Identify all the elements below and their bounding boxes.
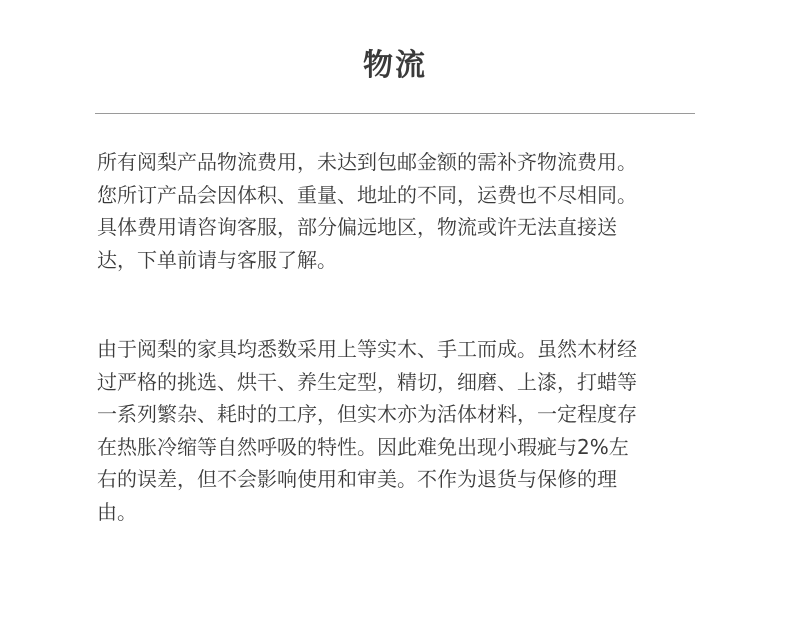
paragraph-line: 达，下单前请与客服了解。 xyxy=(97,247,337,272)
wood-notice-paragraph xyxy=(97,333,697,528)
paragraph-line: 具体费用请咨询客服，部分偏远地区，物流或许无法直接送 xyxy=(97,215,617,239)
page-title: 物流 xyxy=(363,48,427,83)
paragraph-line: 您所订产品会因体积、重量、地址的不同，运费也不尽相同。 xyxy=(97,182,637,207)
paragraph-line: 右的误差，但不会影响使用和审美。不作为退货与保修的理 xyxy=(97,467,617,491)
paragraph-line: 过严格的挑选、烘干、养生定型，精切，细磨、上漆，打蜡等 xyxy=(97,369,637,394)
shipping-fee-paragraph xyxy=(97,146,697,276)
paragraph-line: 由。 xyxy=(97,499,137,524)
paragraph-line: 所有阅梨产品物流费用，未达到包邮金额的需补齐物流费用。 xyxy=(97,150,637,174)
title-divider xyxy=(95,113,695,114)
paragraph-line: 由于阅梨的家具均悉数采用上等实木、手工而成。虽然木材经 xyxy=(97,337,637,361)
paragraph-line: 在热胀冷缩等自然呼吸的特性。因此难免出现小瑕疵与2%左 xyxy=(97,434,629,459)
paragraph-line: 一系列繁杂、耗时的工序，但实木亦为活体材料，一定程度存 xyxy=(97,402,637,426)
